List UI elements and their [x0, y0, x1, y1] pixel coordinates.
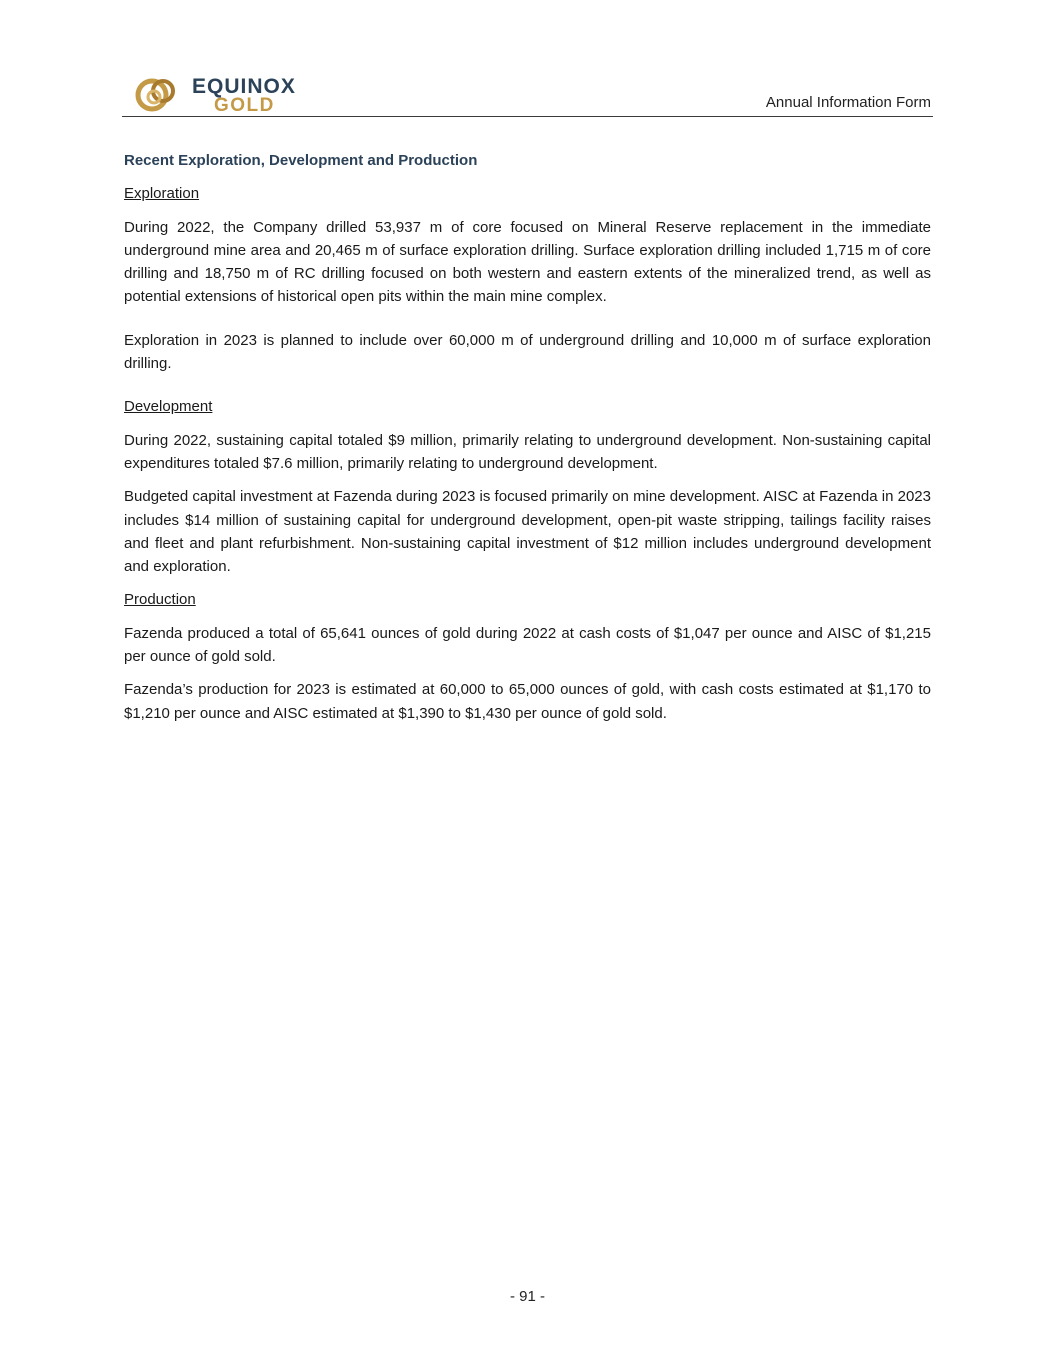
- logo-wordmark-equinox: EQUINOX: [192, 75, 296, 98]
- production-heading: Production: [124, 591, 196, 609]
- document-title: Annual Information Form: [765, 94, 931, 111]
- exploration-heading: Exploration: [124, 185, 200, 203]
- development-paragraph-2: Budgeted capital investment at Fazenda during 2023 is focused primarily on mine development. AISC at Fazenda in 2023 includes $14 million of sustaining capital for underground development, open-pit waste stripping, tailings facility raises and fleet and plant refurbishment. Non-sustaining capital investment of $12 million includes underground development and exploration.: [124, 488, 931, 576]
- development-paragraph-1: During 2022, sustaining capital totaled $9 million, primarily relating to underground development. Non-sustaining capital expenditures totaled $7.6 million, primarily relating to underground development.: [124, 431, 931, 472]
- logo-wordmark-gold: GOLD: [214, 95, 275, 116]
- production-paragraph-2: Fazenda’s production for 2023 is estimated at 60,000 to 65,000 ounces of gold, with cash costs estimated at $1,170 to $1,210 per ounce and AISC estimated at $1,390 to $1,430 per ounce of gold sold.: [124, 681, 931, 722]
- production-paragraph-1: Fazenda produced a total of 65,641 ounces of gold during 2022 at cash costs of $1,047 per ounce and AISC of $1,215 per ounce of gold sold.: [124, 624, 931, 666]
- development-heading: Development: [124, 398, 213, 416]
- page-header: [122, 66, 933, 117]
- company-logo: [132, 70, 302, 116]
- exploration-paragraph-2: Exploration in 2023 is planned to include over 60,000 m of underground drilling and 10,000 m of surface exploration drilling.: [124, 331, 931, 373]
- section-heading: Recent Exploration, Development and Production: [124, 152, 478, 169]
- equinox-logo-icon: [132, 70, 184, 116]
- page-body: [124, 149, 931, 735]
- page-number: - 91 -: [509, 1288, 545, 1305]
- exploration-paragraph-1: During 2022, the Company drilled 53,937 m of core focused on Mineral Reserve replacement in the immediate underground mine area and 20,465 m of surface exploration drilling. Surface exploration drilling included 1,715 m of core drilling and 18,750 m of RC drilling focused on both western and eastern extents of the mineralized trend, as well as potential extensions of historical open pits within the main mine complex.: [124, 218, 931, 306]
